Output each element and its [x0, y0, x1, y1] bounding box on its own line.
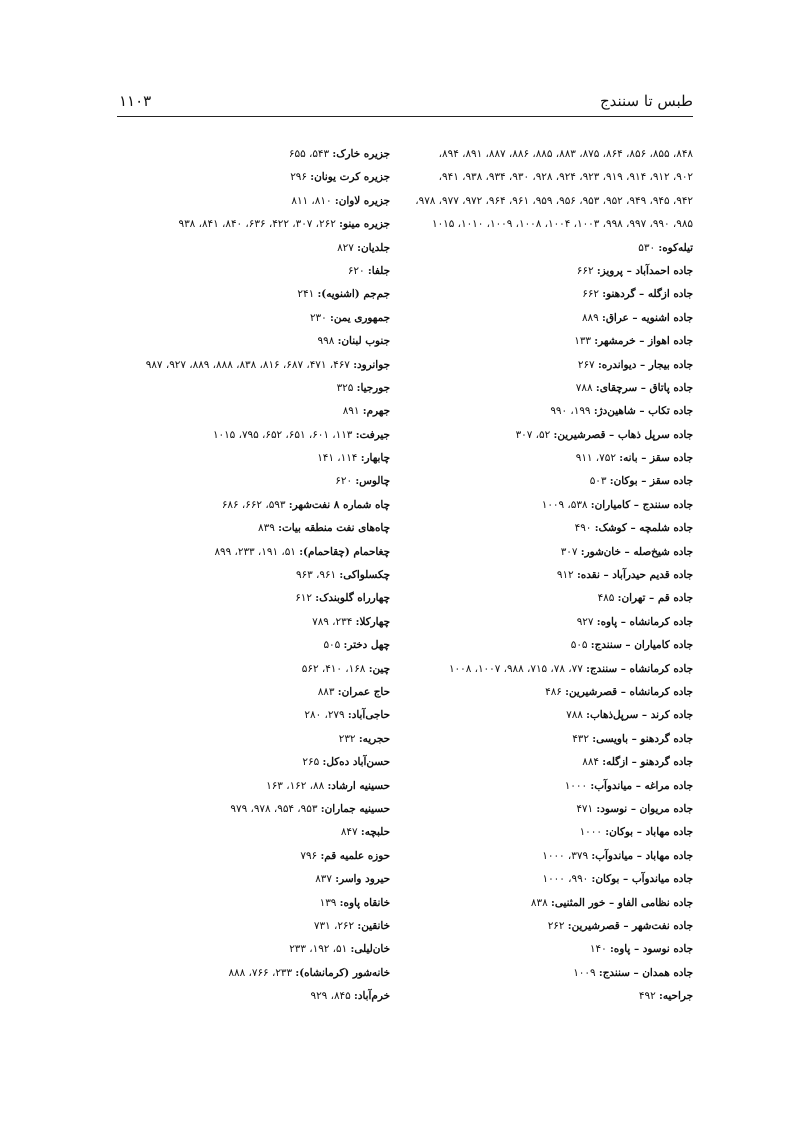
index-term: جورجیا:	[356, 381, 390, 394]
index-entry	[100, 728, 390, 751]
index-term: جاده تکاب – شاهین‌دژ:	[593, 405, 693, 418]
index-entry	[393, 798, 693, 821]
index-term: حاجی‌آباد:	[347, 709, 390, 722]
index-entry	[100, 845, 390, 868]
index-term: حسینیه ارشاد:	[327, 779, 390, 792]
index-term: خانقین:	[357, 919, 390, 932]
index-page-refs: ۱۰۰۹	[573, 966, 596, 979]
index-page-refs: ۸۴۷	[340, 826, 358, 839]
index-term: جاده مهاباد – بوکان:	[605, 826, 693, 839]
index-term: جاده مریوان – نوسود:	[596, 802, 693, 815]
index-page-refs: ۲۳۴، ۷۸۹	[312, 615, 353, 628]
index-term: حیرود واسر:	[335, 873, 390, 886]
index-page-refs: ۵۰۵	[323, 639, 341, 652]
index-entry	[100, 330, 390, 353]
index-term: چغاحمام (چقاحمام):	[299, 545, 390, 558]
index-entry	[100, 213, 390, 236]
index-term: جاده شیخ‌صله – خان‌شور:	[580, 545, 693, 558]
index-entry	[393, 447, 693, 470]
index-entry	[393, 587, 693, 610]
index-term: خان‌لیلی:	[350, 943, 390, 956]
index-term: جاده احمدآباد – پرویز:	[596, 264, 693, 277]
index-page-refs: ۳۰۷	[560, 545, 578, 558]
index-entry	[100, 798, 390, 821]
index-page-refs: ۱۹۹، ۹۹۰	[550, 405, 591, 418]
index-page-refs: ۹۱۲	[556, 569, 574, 582]
index-entry	[100, 190, 390, 213]
index-term: جاده مراغه – میاندوآب:	[590, 779, 693, 792]
index-entry	[100, 634, 390, 657]
index-term: جاده قم – تهران:	[617, 592, 693, 605]
index-entry	[100, 494, 390, 517]
index-entry	[393, 962, 693, 985]
index-column-left	[100, 143, 390, 1008]
index-page-refs: ۷۸۸	[566, 709, 583, 722]
index-term: جاده شلمچه – کوشک:	[594, 522, 693, 535]
index-term: حسینیه جماران:	[320, 802, 390, 815]
index-entry	[393, 985, 693, 1008]
index-term: جاده سقز – بانه:	[619, 452, 693, 465]
index-page-refs: ۵۱، ۱۹۱، ۲۳۳، ۸۹۹	[214, 545, 296, 558]
index-entry	[393, 517, 693, 540]
index-term: جاده کرند – سرپل‌ذهاب:	[586, 709, 693, 722]
index-page-refs: ۵۴۳، ۶۵۵	[288, 148, 330, 160]
index-page-refs: ۴۹۲	[638, 990, 656, 1003]
index-entry	[393, 494, 693, 517]
index-entry	[393, 704, 693, 727]
page-header	[117, 90, 693, 117]
index-page-refs: ۱۰۰۰	[564, 779, 588, 792]
index-page-refs: ۱۴۰	[589, 943, 607, 956]
index-page-refs: ۶۲۰	[335, 475, 353, 488]
index-page-refs: ۱۶۸، ۴۱۰، ۵۶۲	[301, 662, 366, 675]
index-term: جاده همدان – سنندج:	[598, 966, 693, 979]
index-page-refs: ۹۴۲، ۹۴۵، ۹۴۹، ۹۵۲، ۹۵۳، ۹۵۶، ۹۵۹، ۹۶۱، ۹۶۴، ۹۷۲، ۹۷۷، ۹۷۸،	[415, 194, 693, 207]
index-entry	[393, 377, 693, 400]
index-entry	[100, 658, 390, 681]
index-entry	[393, 611, 693, 634]
index-term: چهارکلا:	[355, 615, 390, 628]
index-term: جیرفت:	[355, 428, 390, 441]
index-entry	[393, 821, 693, 844]
index-entry	[393, 166, 693, 189]
index-page-refs: ۵۳۸، ۱۰۰۹	[541, 498, 588, 511]
index-entry	[393, 237, 693, 260]
index-page-refs: ۵۰۵	[570, 639, 588, 652]
index-term: چین:	[368, 662, 390, 675]
index-page-refs: ۶۲۰	[347, 264, 365, 277]
index-term: چکسلواکی:	[339, 569, 390, 582]
index-term: جاده سنندج – کامیاران:	[590, 498, 693, 511]
index-entry	[393, 400, 693, 423]
index-page-refs: ۴۹۰	[574, 522, 592, 535]
index-term: جاده سقز – بوکان:	[609, 475, 693, 488]
index-page-refs: ۲۶۵	[302, 756, 320, 769]
index-entry	[100, 751, 390, 774]
index-term: جاده پاتاق – سرچقای:	[595, 381, 693, 394]
index-page-refs: ۹۶۱، ۹۶۳	[295, 569, 337, 582]
index-page-refs: ۹۲۷	[576, 615, 594, 628]
index-page-refs: ۶۶۲	[576, 264, 594, 277]
index-entry	[100, 938, 390, 961]
index-page-refs: ۸۱۰، ۸۱۱	[291, 194, 332, 207]
index-page-refs: ۷۵۲، ۹۱۱	[575, 452, 616, 465]
index-term: حوزه علمیه قم:	[320, 849, 390, 862]
index-term: خانه‌شور (کرمانشاه):	[295, 966, 390, 979]
index-entry	[100, 821, 390, 844]
index-page-refs: ۳۷۹، ۱۰۰۰	[542, 849, 589, 862]
index-page-refs: ۲۳۲	[338, 732, 356, 745]
index-term: چالوس:	[355, 475, 390, 488]
index-term: جاده کرمانشاه – پاوه:	[596, 615, 693, 628]
index-term: جاده گردهنو – باویسی:	[592, 732, 693, 745]
index-term: جاده قدیم حیدرآباد – نقده:	[576, 569, 693, 582]
index-entry	[393, 868, 693, 891]
index-entry	[393, 143, 693, 166]
index-term: چاه‌های نفت منطقه بیات:	[278, 522, 390, 535]
index-page-refs: ۷۸۸	[575, 381, 593, 394]
index-term: جزیره لاوان:	[334, 194, 390, 207]
index-entry	[100, 611, 390, 634]
index-term: جلدیان:	[357, 241, 390, 254]
index-page-refs: ۲۷۹، ۲۸۰	[304, 709, 345, 722]
index-entry	[393, 424, 693, 447]
index-entry	[393, 915, 693, 938]
index-page-refs: ۲۳۰	[309, 311, 327, 324]
index-entry	[100, 237, 390, 260]
index-page-refs: ۲۳۳، ۷۶۶، ۸۸۸	[228, 966, 293, 979]
index-entry	[393, 728, 693, 751]
index-page-refs: ۵۳۰	[638, 241, 656, 254]
index-term: جاده کرمانشاه – قصرشیرین:	[565, 685, 693, 698]
index-entry	[100, 166, 390, 189]
index-entry	[393, 845, 693, 868]
index-page-refs: ۸۲۷	[337, 241, 354, 254]
index-entry	[393, 892, 693, 915]
index-term: جاده نوسود – پاوه:	[609, 943, 693, 956]
index-term: جلفا:	[367, 264, 390, 277]
index-term: چاه شماره ۸ نفت‌شهر:	[288, 498, 390, 511]
index-entry	[100, 704, 390, 727]
index-page-refs: ۲۶۷	[577, 358, 595, 371]
index-entry	[393, 470, 693, 493]
index-entry	[393, 213, 693, 236]
index-term: جاده اهواز – خرمشهر:	[594, 335, 693, 348]
index-entry	[100, 307, 390, 330]
index-page-refs: ۸۹۱	[342, 405, 360, 418]
index-column-right	[393, 143, 693, 1008]
index-page-refs: ۸۴۵، ۹۲۹	[310, 990, 351, 1003]
index-page-refs: ۲۶۲، ۷۳۱	[313, 919, 355, 932]
index-term: جزیره مینو:	[339, 218, 390, 231]
index-entry	[100, 587, 390, 610]
index-page-refs: ۹۹۸	[317, 335, 335, 348]
index-entry	[393, 634, 693, 657]
index-term: جاده نفت‌شهر – قصرشیرین:	[567, 919, 693, 932]
index-term: جاده سرپل ذهاب – قصرشیرین:	[553, 428, 693, 441]
index-entry	[393, 541, 693, 564]
index-term: چهل دختر:	[343, 639, 390, 652]
index-entry	[100, 424, 390, 447]
index-page-refs: ۶۱۲	[295, 592, 312, 605]
index-term: خرم‌آباد:	[354, 990, 390, 1003]
index-page-refs: ۲۹۶	[290, 171, 307, 184]
index-term: جهرم:	[362, 405, 390, 418]
index-term: حسن‌آباد ده‌کل:	[322, 756, 390, 769]
index-entry	[393, 564, 693, 587]
index-page-refs: ۷۷، ۷۸، ۷۱۵، ۹۸۸، ۱۰۰۷، ۱۰۰۸	[448, 662, 583, 675]
index-page-refs: ۸۸۹	[581, 311, 599, 324]
index-entry	[100, 143, 390, 166]
index-entry	[100, 985, 390, 1008]
index-entry	[100, 260, 390, 283]
index-term: حجریه:	[358, 732, 390, 745]
index-page-refs: ۵۱، ۱۹۲، ۲۳۳	[289, 943, 348, 956]
index-page-refs: ۱۳۳	[574, 335, 591, 348]
index-page-refs: ۵۹۳، ۶۶۲، ۶۸۶	[221, 498, 286, 511]
index-entry	[100, 377, 390, 400]
index-entry	[393, 681, 693, 704]
index-term: حلبچه:	[360, 826, 390, 839]
index-page-refs: ۹۵۳، ۹۵۴، ۹۷۸، ۹۷۹	[230, 802, 318, 815]
index-page-refs: ۷۹۶	[300, 849, 318, 862]
index-term: جاده کرمانشاه – سنندج:	[586, 662, 693, 675]
index-entry	[393, 658, 693, 681]
index-term: جوانرود:	[353, 358, 390, 371]
index-entry	[393, 354, 693, 377]
index-page-refs: ۲۶۲	[547, 919, 565, 932]
index-page-refs: ۸۴۸، ۸۵۵، ۸۵۶، ۸۶۴، ۸۷۵، ۸۸۳، ۸۸۵، ۸۸۶، ۸۸۷، ۸۹۱، ۸۹۴،	[438, 148, 693, 160]
index-term: جاده کامیاران – سنندج:	[590, 639, 693, 652]
index-term: جم‌جم (اشنویه):	[317, 288, 390, 301]
index-term: جراحیه:	[658, 990, 693, 1003]
index-entry	[100, 915, 390, 938]
index-page-refs: ۹۸۵، ۹۹۰، ۹۹۷، ۹۹۸، ۱۰۰۳، ۱۰۰۴، ۱۰۰۸، ۱۰۰۹، ۱۰۱۰، ۱۰۱۵	[431, 218, 693, 231]
index-term: جزیره کرت یونان:	[310, 171, 390, 184]
index-term: جاده نظامی الفاو – خور المثنیی:	[550, 896, 693, 909]
index-term: جاده بیجار – دیواندره:	[597, 358, 693, 371]
index-page-refs: ۹۰۲، ۹۱۲، ۹۱۴، ۹۱۹، ۹۲۳، ۹۲۴، ۹۲۸، ۹۳۰، ۹۳۴، ۹۳۸، ۹۴۱،	[438, 171, 693, 184]
index-term: حاج عمران:	[337, 685, 390, 698]
index-page-refs: ۸۳۹	[258, 522, 275, 535]
index-page-refs: ۱۱۳، ۶۰۱، ۶۵۱، ۶۵۲، ۷۹۵، ۱۰۱۵	[212, 428, 353, 441]
index-entry	[100, 517, 390, 540]
index-page-refs: ۱۱۴، ۱۴۱	[317, 452, 358, 465]
index-page-refs: ۴۶۷، ۴۷۱، ۶۸۷، ۸۱۶، ۸۳۸، ۸۸۸، ۸۸۹، ۹۲۷، ۹۸۷	[145, 358, 350, 371]
index-term: جنوب لبنان:	[337, 335, 390, 348]
index-page-refs: ۵۰۳	[589, 475, 607, 488]
running-title: طبس تا سنندج	[599, 92, 693, 110]
index-entry	[100, 775, 390, 798]
index-page-refs: ۴۸۵	[597, 592, 615, 605]
index-page-refs: ۴۳۲	[572, 732, 589, 745]
index-entry	[100, 868, 390, 891]
index-term: تیله‌کوه:	[658, 241, 693, 254]
index-entry	[100, 354, 390, 377]
index-page-refs: ۲۴۱	[297, 288, 315, 301]
index-entry	[393, 260, 693, 283]
index-entry	[100, 564, 390, 587]
index-term: خانقاه پاوه:	[339, 896, 390, 909]
index-page-refs: ۸۸۴	[582, 756, 599, 769]
index-term: جمهوری یمن:	[330, 311, 390, 324]
index-entry	[393, 330, 693, 353]
index-page-refs: ۴۷۱	[576, 802, 594, 815]
index-page-refs: ۶۶۲	[582, 288, 599, 301]
index-page-refs: ۸۸۳	[317, 685, 335, 698]
index-entry	[100, 681, 390, 704]
index-term: جاده گردهنو – ازگله:	[602, 756, 693, 769]
index-entry	[100, 283, 390, 306]
index-entry	[393, 751, 693, 774]
index-term: چابهار:	[360, 452, 390, 465]
index-term: جاده اشنویه – عراق:	[602, 311, 693, 324]
index-page-refs: ۸۸، ۱۶۲، ۱۶۳	[266, 779, 325, 792]
index-entry	[100, 962, 390, 985]
index-term: چهارراه گلوبندک:	[315, 592, 390, 605]
index-entry	[100, 541, 390, 564]
index-page-refs: ۵۲، ۳۰۷	[515, 428, 551, 441]
index-term: جاده مهاباد – میاندوآب:	[591, 849, 693, 862]
index-page-refs: ۲۶۲، ۳۰۷، ۴۲۲، ۶۳۶، ۸۴۰، ۸۴۱، ۹۳۸	[178, 218, 336, 231]
index-entry	[100, 892, 390, 915]
index-page-refs: ۱۳۹	[319, 896, 337, 909]
index-page-refs: ۸۳۸	[530, 896, 548, 909]
index-entry	[393, 307, 693, 330]
index-entry	[393, 775, 693, 798]
index-term: جزیره خارک:	[332, 148, 390, 160]
index-term: جاده ازگله – گردهنو:	[602, 288, 693, 301]
index-entry	[393, 938, 693, 961]
index-term: جاده میاندوآب – بوکان:	[591, 873, 693, 886]
index-entry	[393, 283, 693, 306]
index-entry	[393, 190, 693, 213]
index-entry	[100, 400, 390, 423]
index-page-refs: ۳۲۵	[336, 381, 354, 394]
page-number: ۱۱۰۳	[119, 92, 152, 110]
index-entry	[100, 447, 390, 470]
index-page-refs: ۱۰۰۰	[579, 826, 602, 839]
index-page-refs: ۴۸۶	[545, 685, 562, 698]
index-entry	[100, 470, 390, 493]
index-page-refs: ۸۳۷	[315, 873, 332, 886]
index-page-refs: ۹۹۰، ۱۰۰۰	[542, 873, 589, 886]
